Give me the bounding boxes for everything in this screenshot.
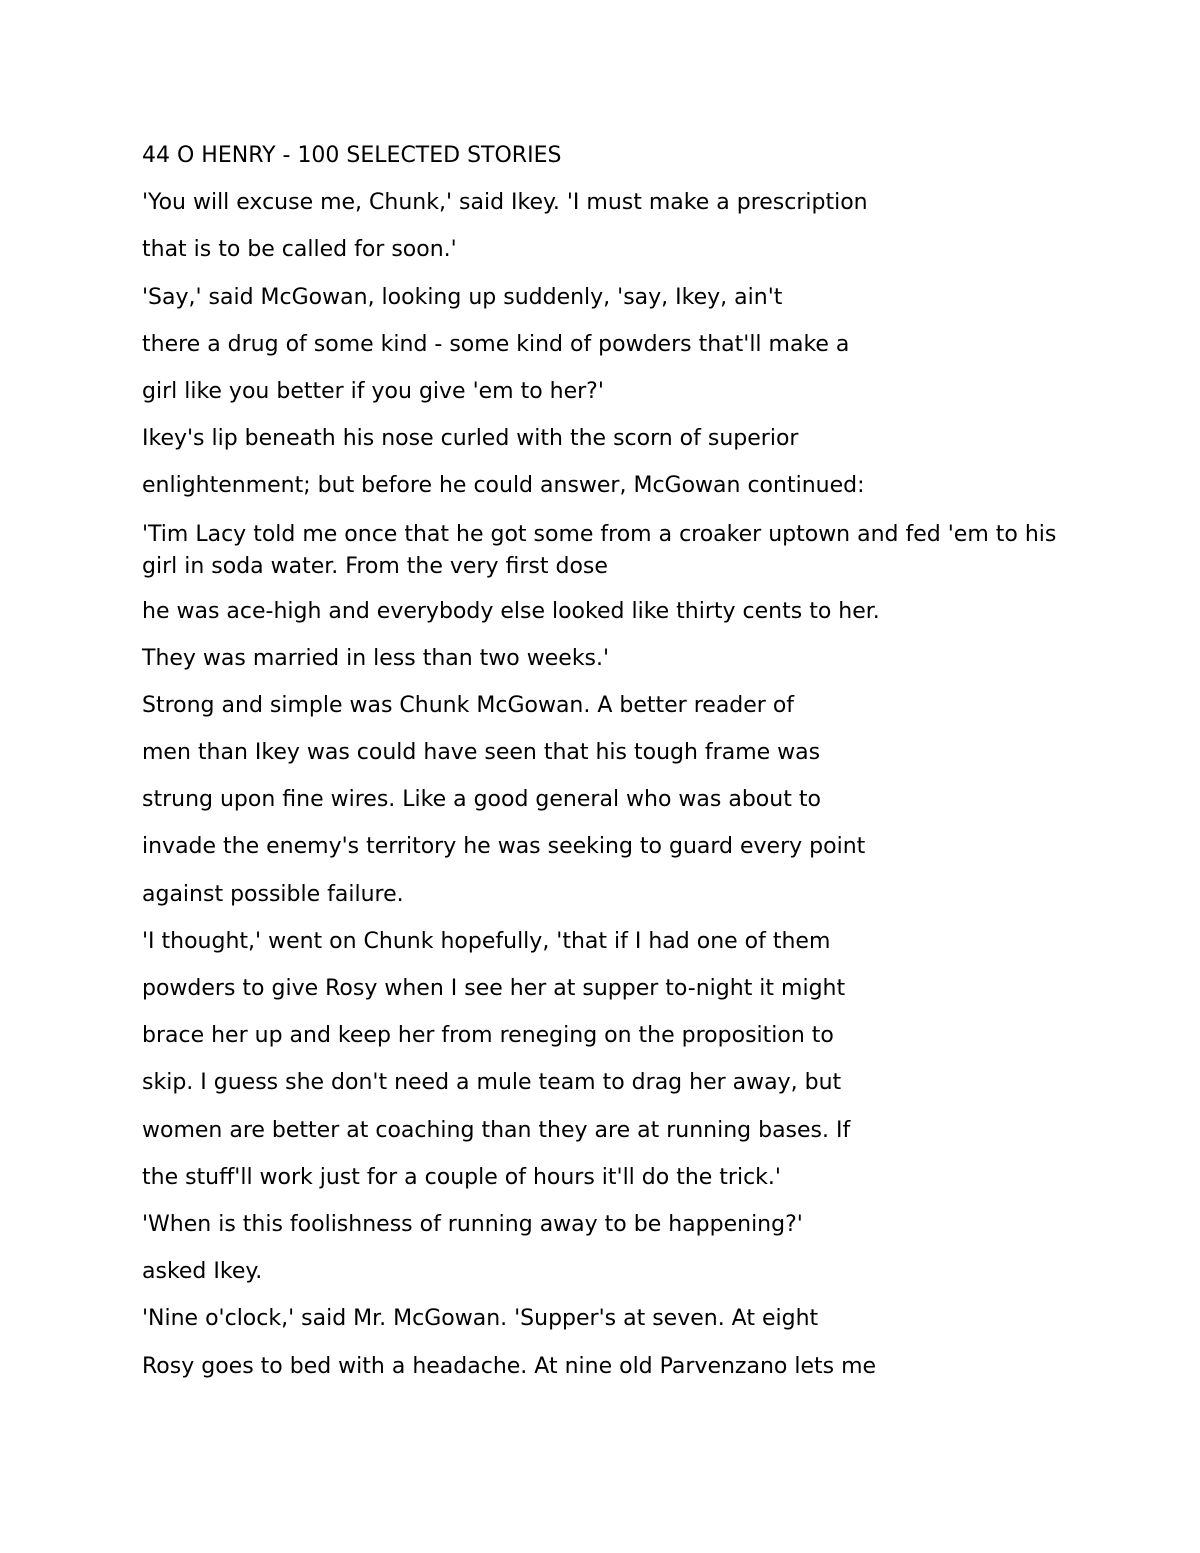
text-line: 'Nine o'clock,' said Mr. McGowan. 'Supper's at seven. At eight <box>142 1306 819 1332</box>
text-line: girl like you better if you give 'em to her?' <box>142 378 604 404</box>
text-line: 'Say,' said McGowan, looking up suddenly, 'say, Ikey, ain't <box>142 284 783 310</box>
text-line: there a drug of some kind - some kind of powders that'll make a <box>142 331 850 357</box>
page-header: 44 O HENRY - 100 SELECTED STORIES <box>142 143 562 168</box>
text-line: powders to give Rosy when I see her at supper to-night it might <box>142 976 846 1001</box>
text-line: skip. I guess she don't need a mule team to drag her away, but <box>142 1070 842 1096</box>
text-line: asked Ikey. <box>142 1259 263 1285</box>
text-line: women are better at coaching than they are at running bases. If <box>142 1117 851 1143</box>
story-text <box>142 141 1062 1399</box>
text-line: he was ace-high and everybody else looked like thirty cents to her. <box>142 598 880 624</box>
text-line: enlightenment; but before he could answer, McGowan continued: <box>142 473 865 499</box>
wrapped-paragraph: 'Tim Lacy told me once that he got some from a croaker uptown and fed 'em to his girl in soda water. From the very first dose <box>142 521 1057 579</box>
text-line: strung upon fine wires. Like a good general who was about to <box>142 787 821 813</box>
text-line: Strong and simple was Chunk McGowan. A better reader of <box>142 692 795 718</box>
text-line: brace her up and keep her from reneging on the proposition to <box>142 1023 834 1049</box>
text-line: that is to be called for soon.' <box>142 237 457 263</box>
text-line: invade the enemy's territory he was seeking to guard every point <box>142 834 866 860</box>
text-line: 'I thought,' went on Chunk hopefully, 'that if I had one of them <box>142 928 831 954</box>
text-line: 'When is this foolishness of running away to be happening?' <box>142 1211 803 1237</box>
text-line: 'You will excuse me, Chunk,' said Ikey. 'I must make a prescription <box>142 190 868 216</box>
text-line: the stuff'll work just for a couple of hours it'll do the trick.' <box>142 1164 781 1190</box>
text-line: Rosy goes to bed with a headache. At nine old Parvenzano lets me <box>142 1353 877 1379</box>
text-line: against possible failure. <box>142 881 404 907</box>
text-line: men than Ikey was could have seen that his tough frame was <box>142 740 821 766</box>
text-line: Ikey's lip beneath his nose curled with the scorn of superior <box>142 426 799 452</box>
text-line: They was married in less than two weeks.' <box>142 645 610 671</box>
